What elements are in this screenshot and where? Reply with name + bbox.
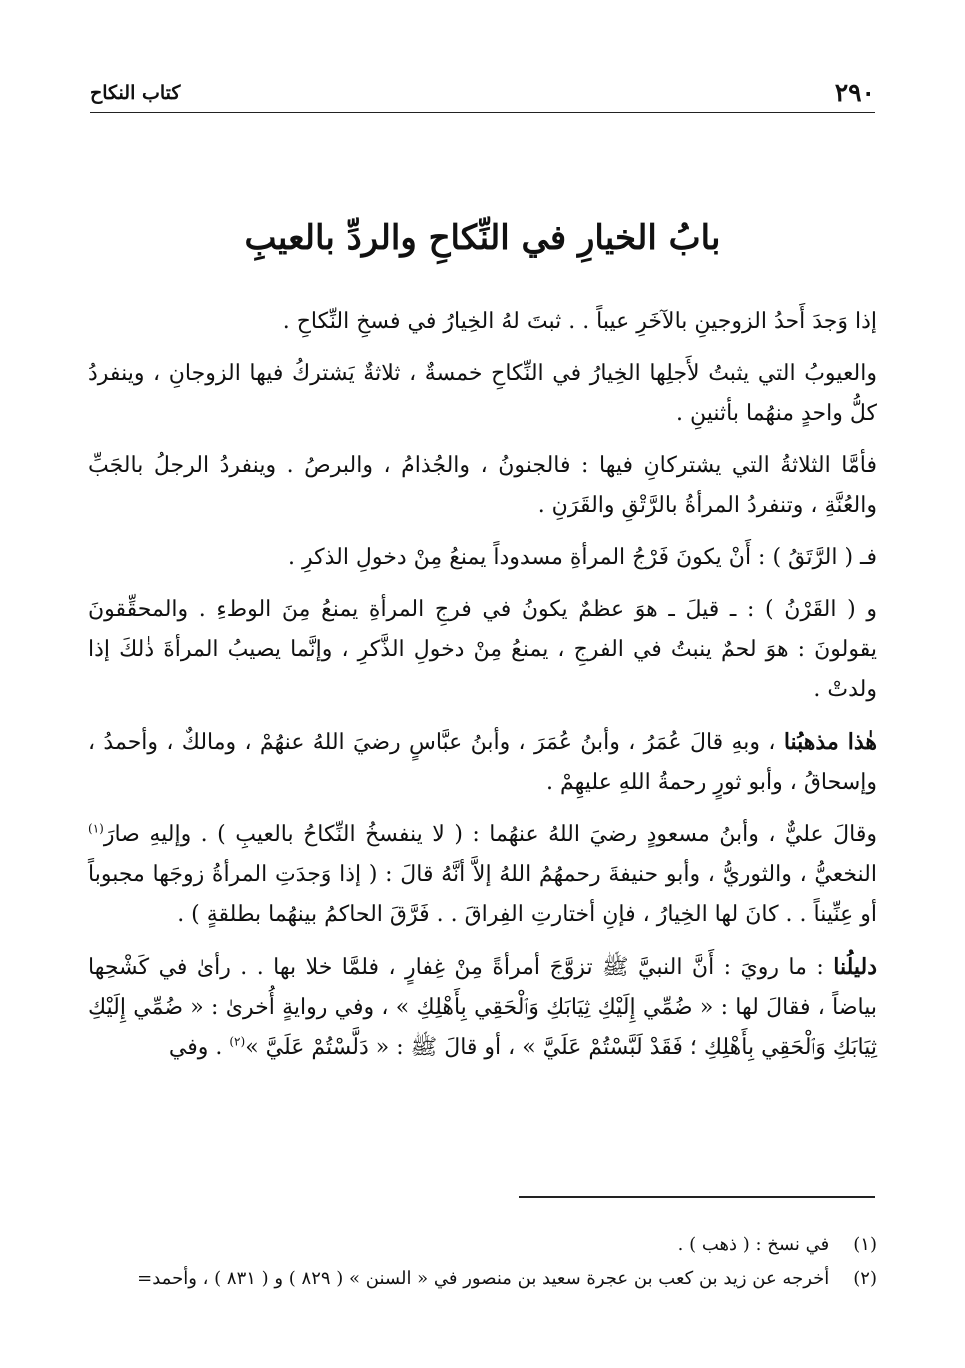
paragraph	[88, 947, 877, 1068]
footnote-ref[interactable]: (١)	[88, 821, 104, 836]
footnote	[88, 1262, 877, 1296]
paragraph	[88, 815, 877, 935]
page-number: ٢٩٠	[834, 78, 875, 107]
paragraph-text: : ما رويَ : أَنَّ النبيَّ ﷺ تزوَّجَ أمرأةً مِنْ غِفارٍ ، فلمَّا خلا بها . . رأىٰ في كَشْحِها بياضاً ، فقالَ لها : « ضُمِّي إِلَيْكِ ثِيَابَكِ وَٱلْحَقِي بِأَهْلِكِ » ، وفي روايةٍ أُخرىٰ : « ضُمِّي إِلَيْكِ ثِيَابَكِ وَٱلْحَقِي بِأَهْلِكِ ؛ فَقَدْ لَبَّسْتُمْ عَلَيَّ » ، أو قالَ ﷺ : « دَلَّسْتُمْ عَلَيَّ »	[88, 955, 877, 1060]
running-header	[90, 78, 875, 113]
paragraph	[88, 722, 877, 803]
chapter-title: بابُ الخيارِ في النِّكاحِ والردِّ بالعيبِ	[244, 218, 721, 258]
paragraph-lead: هٰذا مذهبُنا	[783, 729, 877, 755]
footnotes	[88, 1228, 877, 1296]
footnote-text: أخرجه عن زيد بن كعب بن عجرة سعيد بن منصور في « السنن » ( ٨٢٩ ) و ( ٨٣١ ) ، وأحمد=	[137, 1268, 830, 1289]
footnote-number: (٢)	[853, 1268, 877, 1289]
footnote-ref[interactable]: (٢)	[229, 1034, 246, 1049]
footnote	[88, 1228, 877, 1262]
footnote-number: (١)	[853, 1234, 877, 1255]
footnote-text: في نسخ : ( ذهب ) .	[677, 1234, 830, 1255]
paragraph: و ( القَرْنُ ) : ـ قيلَ ـ هوَ عظمٌ يكونُ في فرجِ المرأةِ يمنعُ مِنَ الوطءِ . والمحقِّقونَ يقولونَ : هوَ لحمٌ ينبتُ في الفرجِ ، يمنعُ مِنْ دخولِ الذَّكرِ ، وإنَّما يصيبُ المرأةَ ذٰلكَ إذا ولدتْ .	[88, 597, 877, 702]
footnote-divider	[519, 1196, 875, 1198]
paragraph-text: النخعيُّ ، والثوريُّ ، وأبو حنيفةَ رحمهُمُ اللهُ إلاَّ أنَّهُ قالَ : ( إذا وَجدَتِ المرأةُ زوجَها مجبوباً أو عِنِّيناً . . كانَ لها الخِيارُ ، فإنِ أختارتِ الفِراقَ . . فَرَّقَ الحاكمُ بينهُما بطلقةٍ ) .	[88, 862, 877, 927]
paragraph: فـ ( الرَّتَقُ ) : أَنْ يكونَ فَرْجُ المرأةِ مسدوداً يمنعُ مِنْ دخولِ الذكرِ .	[287, 545, 877, 570]
paragraph-text: . وفي	[168, 1035, 223, 1060]
paragraph-text: ، وبهِ قالَ عُمَرُ ، وأبنُ عُمَرَ ، وأبنُ عبَّاسٍ رضيَ اللهُ عنهُمْ ، ومالكٌ ، وأحمدُ ، وإسحاقُ ، وأبو ثورٍ رحمةُ اللهِ عليهِمْ .	[88, 730, 877, 795]
main-text	[88, 302, 877, 1080]
paragraph-text: وقالَ عليٌّ ، وأبنُ مسعودٍ رضيَ اللهُ عنهُما : ( لا ينفسخُ النِّكاحُ بالعيبِ ) . وإليهِ صارَ	[103, 822, 877, 847]
running-title: كتاب النكاح	[90, 82, 181, 104]
paragraph: إذا وَجدَ أَحدُ الزوجينِ بالآخَرِ عيباً . . ثبتَ لهُ الخِيارُ في فسخِ النِّكاحِ .	[282, 309, 877, 334]
paragraph: فأمَّا الثلاثةُ التي يشتركانِ فيها : فالجنونُ ، والجُذامُ ، والبرصُ . وينفردُ الرجلُ بالجَبِّ والعُنَّةِ ، وتنفردُ المرأةُ بالرَّتْقِ والقَرَنِ .	[88, 453, 877, 518]
paragraph-lead: دليلُنا	[833, 954, 877, 980]
paragraph: والعيوبُ التي يثبتُ لأَجلِها الخِيارُ في النِّكاحِ خمسةٌ ، ثلاثةٌ يَشتركُ فيها الزوجانِ ، وينفردُ كلُّ واحدٍ منهُما بأثنينِ .	[88, 361, 877, 426]
